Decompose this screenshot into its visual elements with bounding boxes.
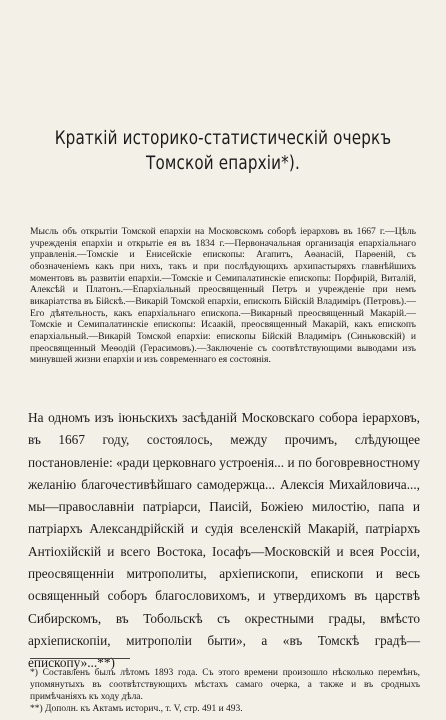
chapter-summary: Мысль объ открытіи Томской епархіи на Московскомъ соборѣ іерарховъ въ 1667 г.—Цѣль учрежденія епархіи и открытіе ея въ 1834 г.—Первоначальная организація епархіальнаго управленія.—Томскіе и Енисейскіе епископы: Агапитъ, Аѳанасій, Парѳеній, съ обозначеніемъ какъ при нихъ, такъ и при послѣдующихъ архипастыряхъ главнѣйшихъ моментовъ въ развитіи епархіи.—Томскіе и Семипалатинскіе епископы: Порфирій, Виталій, Алексѣй и Платонъ.—Епархіальный преосвященный Петръ и учрежденіе при немъ викаріатства въ Бійскѣ.—Викарій Томской епархіи, епископъ Бійскій Владиміръ (Петровъ).—Его дѣятельность, какъ епархіальнаго епископа.—Викарный преосвященный Макарій.—Томскіе и Семипалатинскіе епископы: Исаакій, преосвященный Макарій, какъ епископъ епархіальный.—Викарій Томской епархіи: епископы Бійскій Владиміръ (Синьковскій) и преосвященный Меѳодій (Герасимовъ).—Заключеніе съ соотвѣтствующими выводами изъ минувшей жизни епархіи и изъ современнаго ея состоянія.: [30, 226, 416, 366]
footnotes: *) Составленъ былъ лѣтомъ 1893 года. Съ этого времени произошло нѣсколько перемѣнъ, упомянутыхъ въ соотвѣтствующихъ мѣстахъ самаго очерка, а также и въ сродныхъ примѣчаніяхъ къ ходу дѣла. **) Дополн. къ Актамъ историч., т. V, стр. 491 и 493.: [30, 668, 420, 714]
article-title: Краткій историко-статистическій очеркъ Томской епархіи*).: [54, 128, 392, 174]
body-paragraph: На одномъ изъ іюньскихъ засѣданій Московскаго собора іерарховъ, въ 1667 году, состоялось, между прочимъ, слѣдующее постановленіе: «ради церковнаго устроенія... и по боговревностному желанію благочестивѣйшаго самодержца... Алексія Михайловича..., мы—православніи патріарси, Паисій, Божіею милостію, папа и патріархъ Александрійскій и судія вселенскій Макарій, патріархъ Антіохійскій и всего Востока, Іосафъ—Московскій и всея Россіи, преосвященніи митрополиты, архіепископи, епископи и весь освященный соборъ благословихомъ, и утвердихомъ въ царствѣ Сибирскомъ, въ Тобольскѣ съ окрестными грады, вмѣсто архіепископіи, митрополіи быти», а «въ Томскѣ градѣ—епископу»...**): [28, 410, 420, 671]
footnote-divider: [30, 658, 130, 659]
